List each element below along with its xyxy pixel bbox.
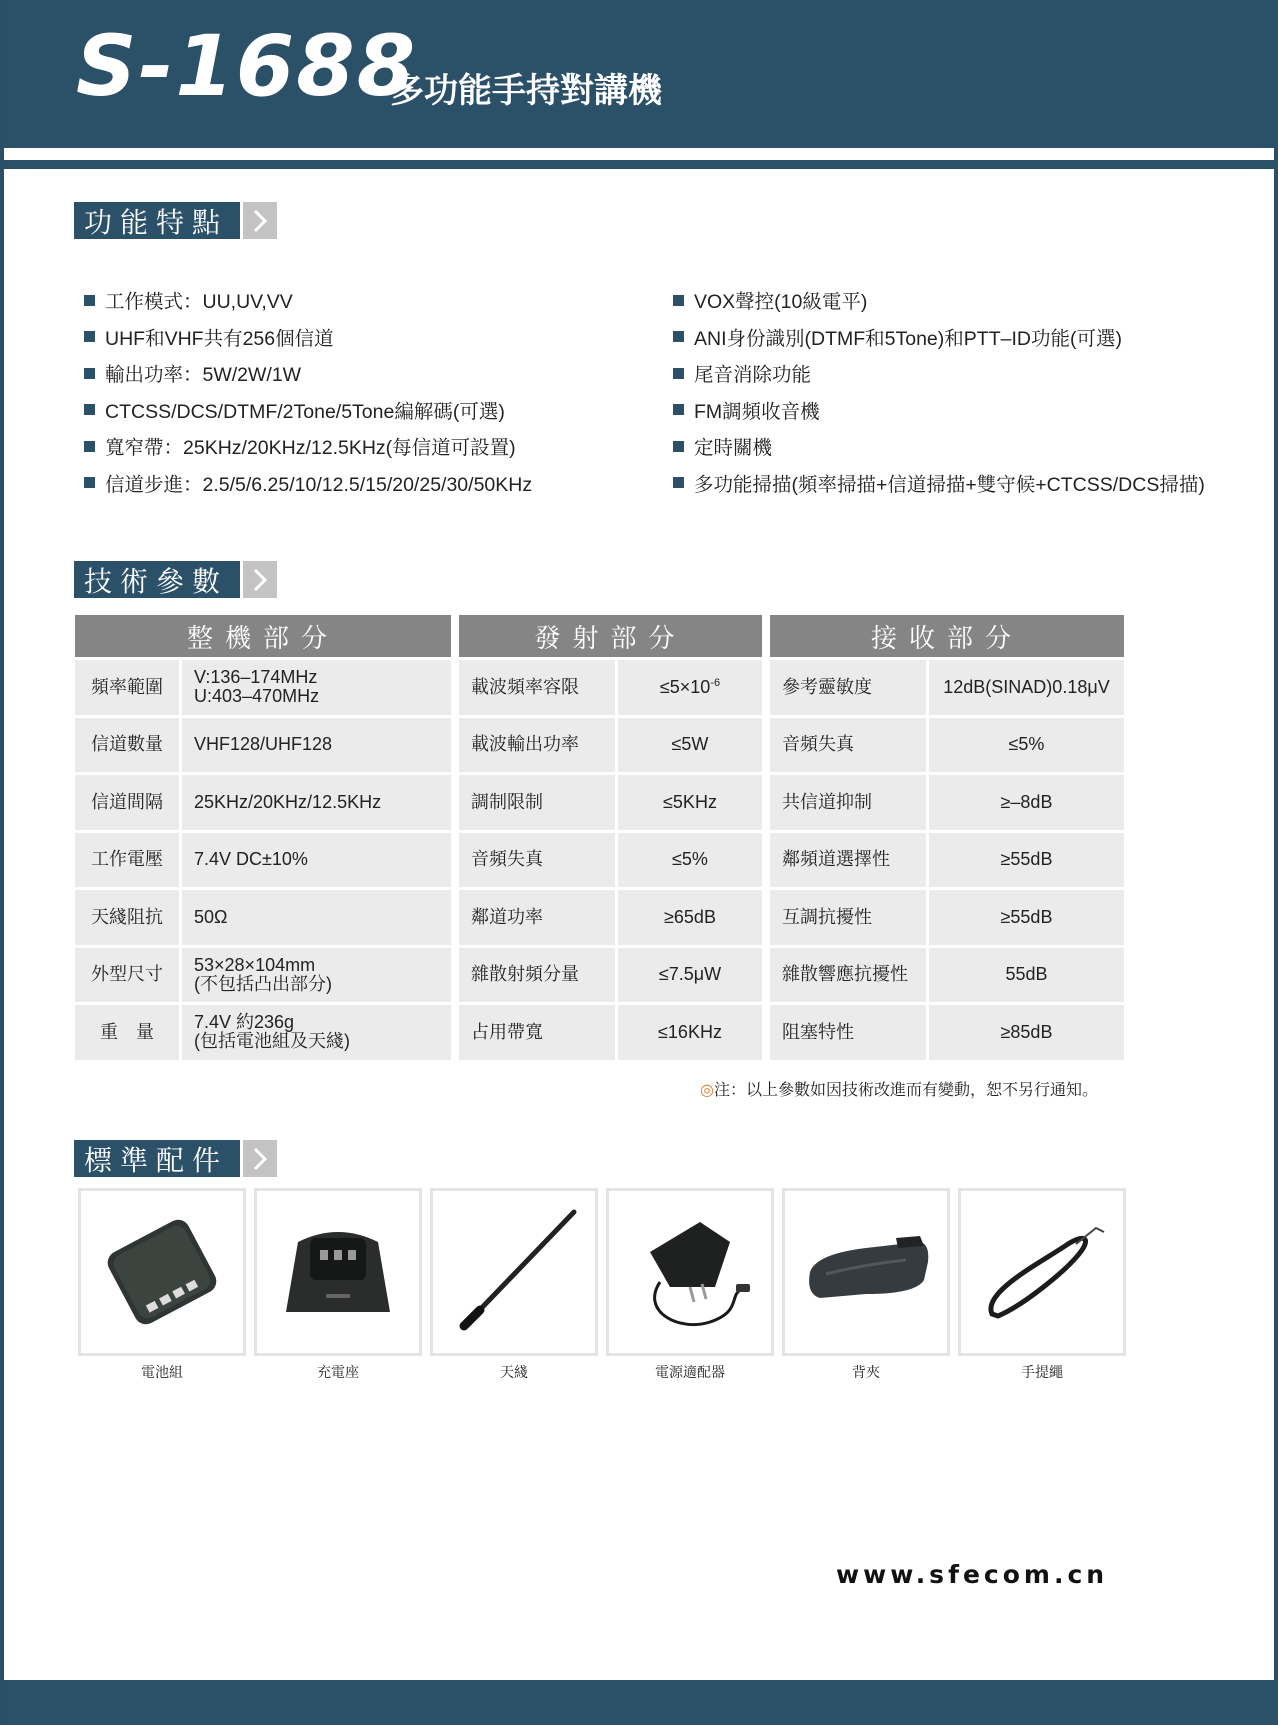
table-row: 調制限制 ≤5KHz — [459, 775, 762, 830]
bullet-square-icon — [84, 368, 95, 379]
belt-clip-icon — [796, 1202, 936, 1342]
table-row: 外型尺寸 53×28×104mm (不包括凸出部分) — [75, 948, 451, 1003]
accessory-power-adapter — [606, 1188, 774, 1356]
bullet-square-icon — [673, 441, 684, 452]
accessories-section-title: 標準配件 — [74, 1140, 240, 1177]
bullet-square-icon — [84, 295, 95, 306]
bullet-square-icon — [673, 295, 684, 306]
table-row: 信道間隔 25KHz/20KHz/12.5KHz — [75, 775, 451, 830]
feature-item: 定時關機 — [673, 428, 1205, 465]
accessory-label: 充電座 — [317, 1365, 359, 1381]
chevron-right-icon — [243, 561, 277, 598]
table-row: 頻率範圍 V:136–174MHz U:403–470MHz — [75, 660, 451, 715]
feature-item: 寬窄帶：25KHz/20KHz/12.5KHz(每信道可設置) — [84, 428, 532, 465]
bullet-square-icon — [673, 368, 684, 379]
bullet-square-icon — [84, 331, 95, 342]
table-row: 阻塞特性 ≥85dB — [770, 1005, 1124, 1060]
feature-item: VOX聲控(10級電平) — [673, 282, 1205, 319]
feature-item: 尾音消除功能 — [673, 355, 1205, 392]
features-list-right — [673, 282, 1205, 501]
footer-bar — [4, 1680, 1278, 1725]
transmit-specs-table — [456, 612, 765, 1063]
charger-icon — [268, 1202, 408, 1342]
accessory-label: 電源適配器 — [655, 1365, 725, 1381]
table-row: 占用帶寬 ≤16KHz — [459, 1005, 762, 1060]
table-row: 信道數量 VHF128/UHF128 — [75, 718, 451, 773]
table-row: 天綫阻抗 50Ω — [75, 890, 451, 945]
hand-strap-icon — [972, 1202, 1112, 1342]
power-adapter-icon — [620, 1202, 760, 1342]
table-row: 雜散射頻分量 ≤7.5μW — [459, 948, 762, 1003]
table-row: 鄰頻道選擇性 ≥55dB — [770, 833, 1124, 888]
table-row: 互調抗擾性 ≥55dB — [770, 890, 1124, 945]
battery-pack-icon — [92, 1202, 232, 1342]
accessory-label: 電池組 — [141, 1365, 183, 1381]
antenna-icon — [444, 1202, 584, 1342]
feature-item: FM調頻收音機 — [673, 392, 1205, 429]
table-row: 載波頻率容限 $\le 5\times 10^{-6}$ — [459, 660, 762, 715]
general-specs-header: 整機部分 — [75, 615, 451, 657]
table-row: 音頻失真 ≤5% — [770, 718, 1124, 773]
table-row: 雜散響應抗擾性 55dB — [770, 948, 1124, 1003]
bullet-square-icon — [84, 441, 95, 452]
accessory-antenna — [430, 1188, 598, 1356]
website-url: www.sfecom.cn — [836, 1560, 1109, 1589]
accessory-charger — [254, 1188, 422, 1356]
chevron-right-icon — [243, 202, 277, 239]
features-section-head — [74, 202, 277, 239]
model-title: S-1688 — [76, 17, 418, 115]
header-divider — [4, 160, 1278, 169]
specs-section-head — [74, 561, 277, 598]
feature-item: UHF和VHF共有256個信道 — [84, 319, 532, 356]
transmit-specs-header: 發射部分 — [459, 615, 762, 657]
table-row: 音頻失真 ≤5% — [459, 833, 762, 888]
bullet-square-icon — [673, 477, 684, 488]
feature-item: 輸出功率：5W/2W/1W — [84, 355, 532, 392]
accessory-hand-strap — [958, 1188, 1126, 1356]
table-row: 工作電壓 7.4V DC±10% — [75, 833, 451, 888]
features-list-left — [84, 282, 532, 501]
bullet-square-icon — [673, 331, 684, 342]
feature-item: 多功能掃描(頻率掃描+信道掃描+雙守候+CTCSS/DCS掃描) — [673, 465, 1205, 502]
accessory-label: 天綫 — [500, 1365, 528, 1381]
table-row: 鄰道功率 ≥65dB — [459, 890, 762, 945]
specs-section-title: 技術參數 — [74, 561, 240, 598]
accessory-belt-clip — [782, 1188, 950, 1356]
accessories-section-head — [74, 1140, 277, 1177]
general-specs-table — [72, 612, 454, 1063]
feature-item: ANI身份識別(DTMF和5Tone)和PTT–ID功能(可選) — [673, 319, 1205, 356]
feature-item: 工作模式：UU,UV,VV — [84, 282, 532, 319]
receive-specs-header: 接收部分 — [770, 615, 1124, 657]
table-row: 載波輸出功率 ≤5W — [459, 718, 762, 773]
bullet-square-icon — [84, 404, 95, 415]
table-row: 重 量 7.4V 約236g (包括電池組及天綫) — [75, 1005, 451, 1060]
accessory-label: 背夾 — [852, 1365, 880, 1381]
header-banner — [4, 0, 1278, 148]
spec-note: ◎注：以上參數如因技術改進而有變動，恕不另行通知。 — [700, 1080, 1098, 1099]
accessory-label: 手提繩 — [1021, 1365, 1063, 1381]
chevron-right-icon — [243, 1140, 277, 1177]
product-subtitle: 多功能手持對講機 — [390, 71, 662, 111]
bullet-square-icon — [84, 477, 95, 488]
accessory-battery — [78, 1188, 246, 1356]
note-mark-icon: ◎ — [700, 1080, 714, 1099]
features-section-title: 功能特點 — [74, 202, 240, 239]
feature-item: CTCSS/DCS/DTMF/2Tone/5Tone編解碼(可選) — [84, 392, 532, 429]
receive-specs-table — [767, 612, 1127, 1063]
table-row: 共信道抑制 ≥–8dB — [770, 775, 1124, 830]
table-row: 參考靈敏度 12dB(SINAD)0.18μV — [770, 660, 1124, 715]
bullet-square-icon — [673, 404, 684, 415]
feature-item: 信道步進：2.5/5/6.25/10/12.5/15/20/25/30/50KHz — [84, 465, 532, 502]
